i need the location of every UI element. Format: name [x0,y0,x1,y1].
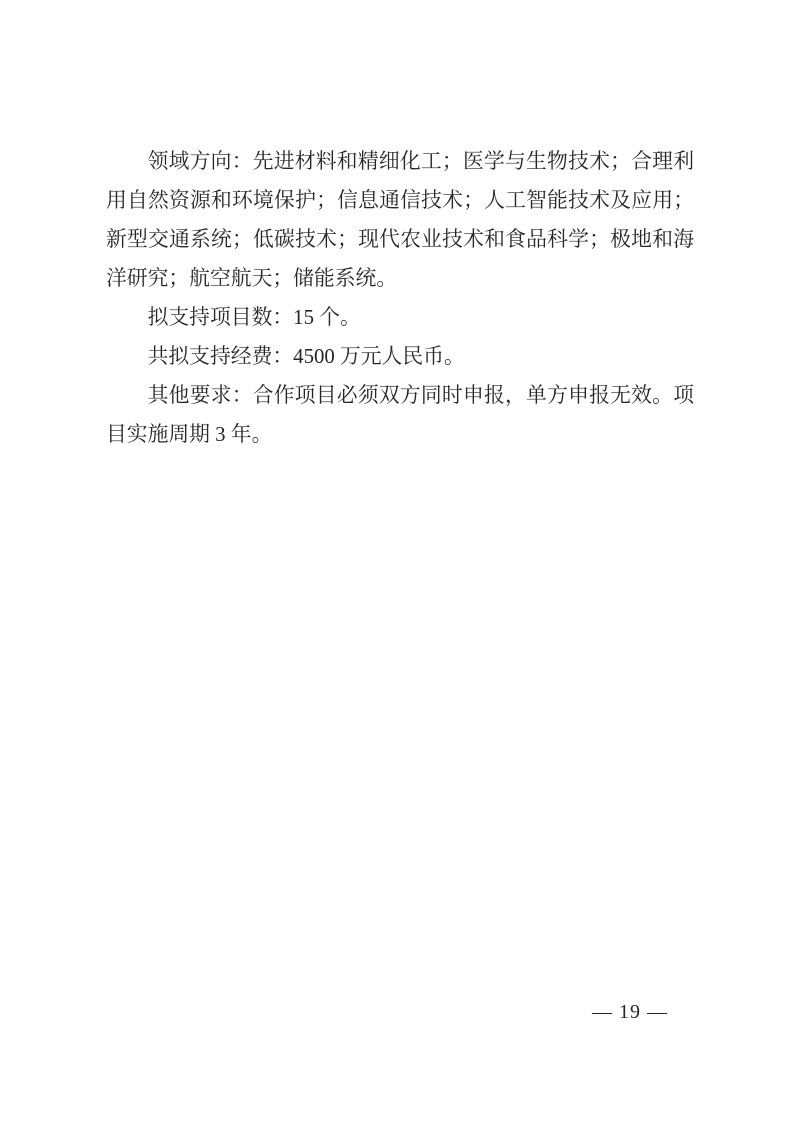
page-number: — 19 — [592,1001,668,1023]
text-line: 其他要求：合作项目必须双方同时申报，单方申报无效。项 [147,384,694,407]
paragraph-project-count [106,298,694,337]
paragraph-other-requirements [106,376,694,454]
text-line: 用自然资源和环境保护；信息通信技术；人工智能技术及应用； [106,189,694,212]
text-line: 目实施周期 3 年。 [106,423,273,446]
text-line: 共拟支持经费：4500 万元人民币。 [147,345,465,368]
document-body [106,142,694,454]
page-footer [592,999,668,1025]
paragraph-total-funding [106,337,694,376]
text-line: 新型交通系统；低碳技术；现代农业技术和食品科学；极地和海 [106,228,694,251]
text-line: 领域方向：先进材料和精细化工；医学与生物技术；合理利 [147,150,694,173]
paragraph-field-directions [106,142,694,298]
text-line: 拟支持项目数：15 个。 [147,306,361,329]
text-line: 洋研究；航空航天；储能系统。 [106,267,398,290]
